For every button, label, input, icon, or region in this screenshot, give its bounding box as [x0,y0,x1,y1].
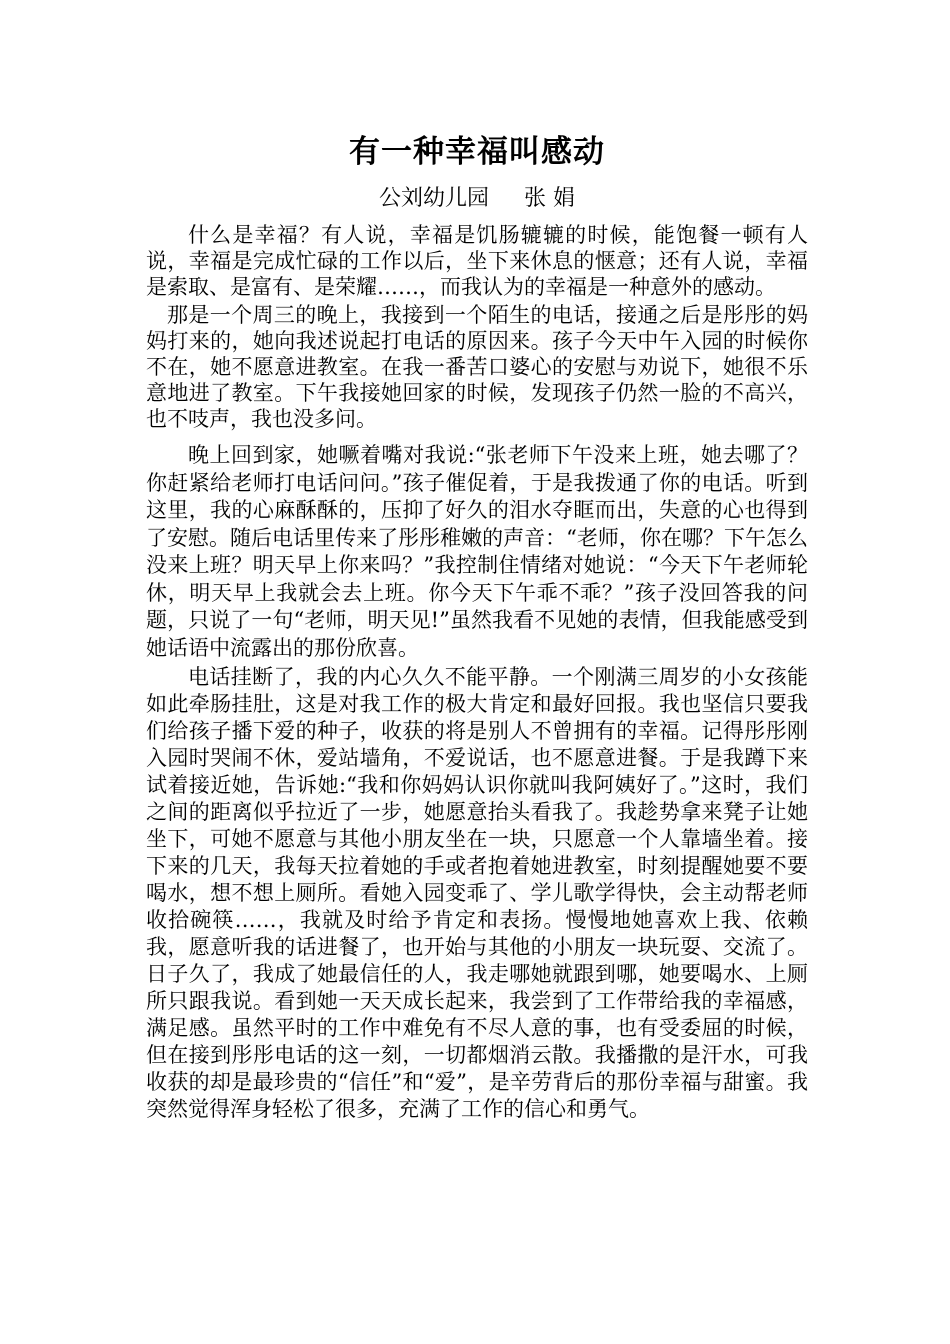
paragraph-1: 什么是幸福？有人说，幸福是饥肠辘辘的时候，能饱餐一顿有人说，幸福是完成忙碌的工作以后，坐下来休息的惬意；还有人说，幸福是索取、是富有、是荣耀……，而我认为的幸福是一种意外的感动。 [146,223,808,299]
document-title: 有一种幸福叫感动 [349,134,605,170]
document-page [146,128,808,1123]
paragraph-4: 电话挂断了，我的内心久久不能平静。一个刚满三周岁的小女孩能如此牵肠挂肚，这是对我工作的极大肯定和最好回报。我也坚信只要我们给孩子播下爱的种子，收获的将是别人不曾拥有的幸福。记得彤彤刚入园时哭闹不休，爱站墙角，不爱说话，也不愿意进餐。于是我蹲下来试着接近她，告诉她:“我和你妈妈认识你就叫我阿姨好了。”这时，我们之间的距离似乎拉近了一步，她愿意抬头看我了。我趁势拿来凳子让她坐下，可她不愿意与其他小朋友坐在一块，只愿意一个人靠墙坐着。接下来的几天，我每天拉着她的手或者抱着她进教室，时刻提醒她要不要喝水，想不想上厕所。看她入园变乖了、学儿歌学得快，会主动帮老师收拾碗筷……，我就及时给予肯定和表扬。慢慢地她喜欢上我、依赖我，愿意听我的话进餐了，也开始与其他的小朋友一块玩耍、交流了。日子久了，我成了她最信任的人，我走哪她就跟到哪，她要喝水、上厕所只跟我说。看到她一天天成长起来，我尝到了工作带给我的幸福感，满足感。虽然平时的工作中难免有不尽人意的事，也有受委屈的时候，但在接到彤彤电话的这一刻，一切都烟消云散。我播撒的是汗水，可我收获的却是最珍贵的“信任”和“爱”，是辛劳背后的那份幸福与甜蜜。我突然觉得浑身轻松了很多，充满了工作的信心和勇气。 [146,665,808,1121]
paragraph-3: 晚上回到家，她噘着嘴对我说:“张老师下午没来上班，她去哪了？你赶紧给老师打电话问问。”孩子催促着，于是我拨通了你的电话。听到这里，我的心麻酥酥的，压抑了好久的泪水夺眶而出，失意的心也得到了安慰。随后电话里传来了彤彤稚嫩的声音：“老师，你在哪？下午怎么没来上班？明天早上你来吗？”我控制住情绪对她说：“今天下午老师轮休，明天早上我就会去上班。你今天下午乖不乖？”孩子没回答我的问题，只说了一句“老师，明天见!”虽然我看不见她的表情，但我能感受到她话语中流露出的那份欣喜。 [146,443,808,660]
author-byline: 公刘幼儿园 张 娟 [379,186,575,211]
paragraph-2: 那是一个周三的晚上，我接到一个陌生的电话，接通之后是彤彤的妈妈打来的，她向我述说起打电话的原因来。孩子今天中午入园的时候你不在，她不愿意进教室。在我一番苦口婆心的安慰与劝说下，她很不乐意地进了教室。下午我接她回家的时候，发现孩子仍然一脸的不高兴，也不吱声，我也没多问。 [146,303,808,431]
